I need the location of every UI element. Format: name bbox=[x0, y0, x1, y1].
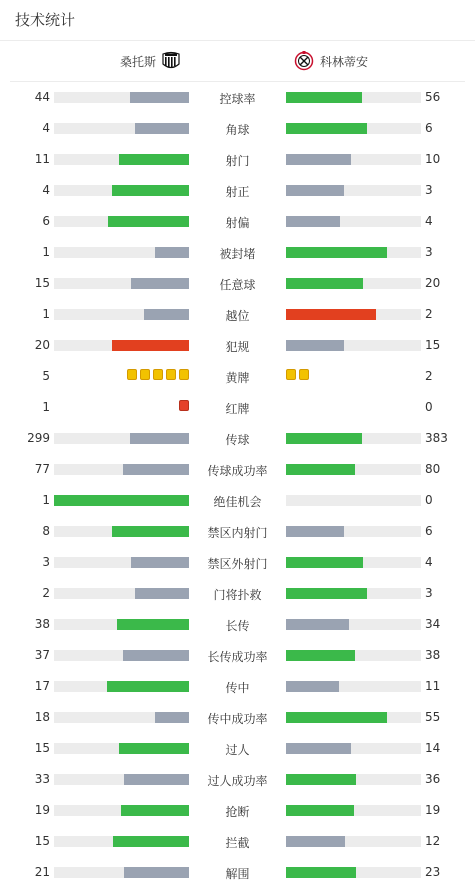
away-bar-fill bbox=[286, 247, 387, 258]
home-bar-fill bbox=[131, 278, 189, 289]
stat-label: 任意球 bbox=[219, 278, 256, 292]
away-bar-fill bbox=[286, 309, 376, 320]
home-cards bbox=[179, 400, 189, 411]
stat-label: 长传成功率 bbox=[207, 650, 268, 664]
home-bar-track bbox=[54, 340, 189, 351]
away-bar-fill bbox=[286, 836, 345, 847]
away-bar-fill bbox=[286, 712, 387, 723]
away-value: 6 bbox=[425, 121, 433, 135]
away-value: 36 bbox=[425, 772, 441, 786]
stat-row bbox=[0, 330, 475, 361]
home-value: 15 bbox=[34, 834, 50, 848]
home-value: 37 bbox=[34, 648, 50, 662]
home-bar-fill bbox=[124, 867, 189, 878]
stat-label: 越位 bbox=[225, 309, 250, 323]
stat-label: 传中 bbox=[225, 681, 250, 695]
home-bar-fill bbox=[130, 433, 189, 444]
away-bar-track bbox=[286, 278, 421, 289]
stat-label: 抢断 bbox=[225, 805, 250, 819]
home-value: 4 bbox=[42, 121, 50, 135]
away-value: 15 bbox=[425, 338, 441, 352]
away-bar-fill bbox=[286, 464, 355, 475]
home-bar-fill bbox=[135, 123, 189, 134]
stat-label: 禁区外射门 bbox=[207, 557, 268, 571]
stat-row bbox=[0, 578, 475, 609]
home-team-name: 桑托斯 bbox=[119, 54, 156, 69]
home-value: 33 bbox=[34, 772, 50, 786]
away-bar-track bbox=[286, 836, 421, 847]
home-bar-fill bbox=[130, 92, 189, 103]
stat-label: 射正 bbox=[225, 185, 250, 199]
away-value: 0 bbox=[425, 400, 433, 414]
yellow-card-icon bbox=[286, 369, 296, 380]
away-bar-track bbox=[286, 433, 421, 444]
home-value: 5 bbox=[42, 369, 50, 383]
away-bar-track bbox=[286, 340, 421, 351]
stat-row bbox=[0, 795, 475, 826]
stat-label: 过人成功率 bbox=[207, 774, 268, 788]
stat-label: 传球 bbox=[225, 433, 250, 447]
stat-row bbox=[0, 361, 475, 392]
home-bar-fill bbox=[121, 805, 189, 816]
home-value: 2 bbox=[42, 586, 50, 600]
home-bar-fill bbox=[131, 557, 189, 568]
stat-row bbox=[0, 299, 475, 330]
page-title: 技术统计 bbox=[0, 0, 475, 41]
away-value: 10 bbox=[425, 152, 441, 166]
home-bar-track bbox=[54, 185, 189, 196]
home-value: 44 bbox=[34, 90, 50, 104]
home-value: 1 bbox=[42, 400, 50, 414]
stat-label: 传球成功率 bbox=[207, 464, 268, 478]
away-value: 3 bbox=[425, 245, 433, 259]
home-bar-track bbox=[54, 216, 189, 227]
away-bar-track bbox=[286, 526, 421, 537]
stat-row bbox=[0, 516, 475, 547]
home-bar-track bbox=[54, 650, 189, 661]
stat-label: 控球率 bbox=[219, 92, 256, 106]
stat-label: 角球 bbox=[225, 123, 250, 137]
away-bar-track bbox=[286, 619, 421, 630]
home-bar-track bbox=[54, 867, 189, 878]
home-value: 77 bbox=[34, 462, 50, 476]
home-value: 11 bbox=[34, 152, 50, 166]
away-value: 14 bbox=[425, 741, 441, 755]
home-bar-track bbox=[54, 774, 189, 785]
away-bar-track bbox=[286, 92, 421, 103]
home-value: 38 bbox=[34, 617, 50, 631]
home-value: 4 bbox=[42, 183, 50, 197]
away-bar-track bbox=[286, 185, 421, 196]
stat-row bbox=[0, 857, 475, 888]
away-cards bbox=[286, 369, 309, 380]
corinthians-crest-icon bbox=[293, 50, 315, 72]
home-bar-track bbox=[54, 309, 189, 320]
away-bar-fill bbox=[286, 557, 363, 568]
stat-label: 传中成功率 bbox=[207, 712, 268, 726]
home-value: 15 bbox=[34, 276, 50, 290]
away-value: 0 bbox=[425, 493, 433, 507]
stat-row bbox=[0, 423, 475, 454]
home-value: 21 bbox=[34, 865, 50, 879]
away-bar-fill bbox=[286, 681, 339, 692]
home-bar-track bbox=[54, 712, 189, 723]
away-bar-track bbox=[286, 588, 421, 599]
yellow-card-icon bbox=[179, 369, 189, 380]
away-bar-fill bbox=[286, 340, 344, 351]
away-bar-fill bbox=[286, 92, 362, 103]
away-value: 38 bbox=[425, 648, 441, 662]
away-value: 11 bbox=[425, 679, 441, 693]
stat-row bbox=[0, 640, 475, 671]
stat-label: 过人 bbox=[225, 743, 250, 757]
yellow-card-icon bbox=[153, 369, 163, 380]
home-cards bbox=[127, 369, 189, 380]
home-value: 19 bbox=[34, 803, 50, 817]
away-value: 2 bbox=[425, 369, 433, 383]
home-bar-track bbox=[54, 278, 189, 289]
home-bar-track bbox=[54, 464, 189, 475]
away-bar-fill bbox=[286, 278, 363, 289]
home-bar-fill bbox=[54, 495, 189, 506]
away-value: 383 bbox=[425, 431, 448, 445]
home-value: 8 bbox=[42, 524, 50, 538]
away-bar-fill bbox=[286, 433, 362, 444]
stat-row bbox=[0, 175, 475, 206]
stat-label: 被封堵 bbox=[219, 247, 256, 261]
away-value: 34 bbox=[425, 617, 441, 631]
home-value: 1 bbox=[42, 493, 50, 507]
away-value: 56 bbox=[425, 90, 441, 104]
away-team-name: 科林蒂安 bbox=[320, 54, 369, 69]
home-bar-fill bbox=[107, 681, 189, 692]
stat-label: 射偏 bbox=[225, 216, 250, 230]
away-bar-fill bbox=[286, 619, 349, 630]
away-value: 19 bbox=[425, 803, 441, 817]
home-value: 18 bbox=[34, 710, 50, 724]
stat-label: 黄牌 bbox=[225, 371, 250, 385]
away-bar-track bbox=[286, 495, 421, 506]
home-bar-fill bbox=[112, 526, 189, 537]
home-value: 6 bbox=[42, 214, 50, 228]
home-bar-fill bbox=[123, 464, 189, 475]
stat-row bbox=[0, 547, 475, 578]
home-bar-track bbox=[54, 92, 189, 103]
stat-row bbox=[0, 82, 475, 113]
away-bar-track bbox=[286, 464, 421, 475]
away-value: 3 bbox=[425, 183, 433, 197]
away-bar-track bbox=[286, 557, 421, 568]
home-bar-fill bbox=[117, 619, 189, 630]
stat-label: 解围 bbox=[225, 867, 250, 881]
home-value: 1 bbox=[42, 307, 50, 321]
stat-row bbox=[0, 702, 475, 733]
away-value: 4 bbox=[425, 214, 433, 228]
yellow-card-icon bbox=[140, 369, 150, 380]
home-value: 3 bbox=[42, 555, 50, 569]
away-bar-track bbox=[286, 247, 421, 258]
home-bar-fill bbox=[135, 588, 189, 599]
stat-row bbox=[0, 237, 475, 268]
away-bar-fill bbox=[286, 867, 356, 878]
home-team[interactable] bbox=[120, 50, 182, 72]
home-value: 299 bbox=[27, 431, 50, 445]
away-bar-fill bbox=[286, 774, 356, 785]
away-bar-track bbox=[286, 867, 421, 878]
home-bar-track bbox=[54, 557, 189, 568]
home-bar-fill bbox=[124, 774, 189, 785]
stat-row bbox=[0, 454, 475, 485]
stat-label: 绝佳机会 bbox=[213, 495, 262, 509]
home-bar-track bbox=[54, 433, 189, 444]
home-bar-track bbox=[54, 588, 189, 599]
away-value: 3 bbox=[425, 586, 433, 600]
home-bar-track bbox=[54, 743, 189, 754]
stat-row bbox=[0, 764, 475, 795]
yellow-card-icon bbox=[166, 369, 176, 380]
away-value: 55 bbox=[425, 710, 441, 724]
away-bar-fill bbox=[286, 185, 344, 196]
stat-label: 门将扑救 bbox=[213, 588, 262, 602]
home-bar-track bbox=[54, 836, 189, 847]
yellow-card-icon bbox=[127, 369, 137, 380]
stat-row bbox=[0, 113, 475, 144]
away-bar-track bbox=[286, 681, 421, 692]
home-value: 1 bbox=[42, 245, 50, 259]
home-bar-fill bbox=[113, 836, 189, 847]
away-bar-fill bbox=[286, 805, 354, 816]
stat-label: 犯规 bbox=[225, 340, 250, 354]
away-bar-track bbox=[286, 712, 421, 723]
away-value: 12 bbox=[425, 834, 441, 848]
stat-label: 禁区内射门 bbox=[207, 526, 268, 540]
yellow-card-icon bbox=[299, 369, 309, 380]
away-value: 6 bbox=[425, 524, 433, 538]
home-bar-fill bbox=[155, 712, 189, 723]
away-value: 4 bbox=[425, 555, 433, 569]
away-value: 80 bbox=[425, 462, 441, 476]
red-card-icon bbox=[179, 400, 189, 411]
away-bar-track bbox=[286, 309, 421, 320]
stat-row bbox=[0, 609, 475, 640]
home-bar-fill bbox=[112, 340, 189, 351]
stat-row bbox=[0, 392, 475, 423]
stat-label: 拦截 bbox=[225, 836, 250, 850]
stat-row bbox=[0, 144, 475, 175]
stat-row bbox=[0, 485, 475, 516]
away-bar-fill bbox=[286, 743, 351, 754]
away-bar-fill bbox=[286, 588, 367, 599]
santos-crest-icon bbox=[160, 50, 182, 72]
home-value: 15 bbox=[34, 741, 50, 755]
away-bar-track bbox=[286, 805, 421, 816]
away-bar-track bbox=[286, 743, 421, 754]
stats-list bbox=[0, 82, 475, 888]
home-bar-fill bbox=[123, 650, 189, 661]
away-bar-track bbox=[286, 216, 421, 227]
home-bar-track bbox=[54, 619, 189, 630]
home-bar-track bbox=[54, 123, 189, 134]
stat-label: 射门 bbox=[225, 154, 250, 168]
home-bar-track bbox=[54, 526, 189, 537]
home-bar-track bbox=[54, 495, 189, 506]
stat-label: 红牌 bbox=[225, 402, 250, 416]
home-bar-track bbox=[54, 247, 189, 258]
teams-header bbox=[10, 41, 465, 82]
home-bar-track bbox=[54, 681, 189, 692]
away-bar-track bbox=[286, 154, 421, 165]
home-bar-fill bbox=[119, 154, 189, 165]
away-value: 2 bbox=[425, 307, 433, 321]
home-bar-fill bbox=[112, 185, 189, 196]
home-bar-fill bbox=[108, 216, 189, 227]
home-bar-track bbox=[54, 805, 189, 816]
home-bar-track bbox=[54, 154, 189, 165]
away-bar-track bbox=[286, 650, 421, 661]
away-bar-fill bbox=[286, 216, 340, 227]
stat-row bbox=[0, 671, 475, 702]
away-team[interactable] bbox=[293, 50, 368, 72]
away-bar-track bbox=[286, 774, 421, 785]
away-value: 23 bbox=[425, 865, 441, 879]
away-bar-fill bbox=[286, 650, 355, 661]
home-bar-fill bbox=[119, 743, 189, 754]
away-bar-track bbox=[286, 123, 421, 134]
stat-row bbox=[0, 826, 475, 857]
stat-label: 长传 bbox=[225, 619, 250, 633]
home-value: 20 bbox=[34, 338, 50, 352]
stat-row bbox=[0, 733, 475, 764]
away-bar-fill bbox=[286, 526, 344, 537]
stat-row bbox=[0, 206, 475, 237]
away-bar-fill bbox=[286, 123, 367, 134]
stat-row bbox=[0, 268, 475, 299]
away-value: 20 bbox=[425, 276, 441, 290]
home-bar-fill bbox=[144, 309, 189, 320]
home-bar-fill bbox=[155, 247, 189, 258]
away-bar-fill bbox=[286, 154, 351, 165]
home-value: 17 bbox=[34, 679, 50, 693]
